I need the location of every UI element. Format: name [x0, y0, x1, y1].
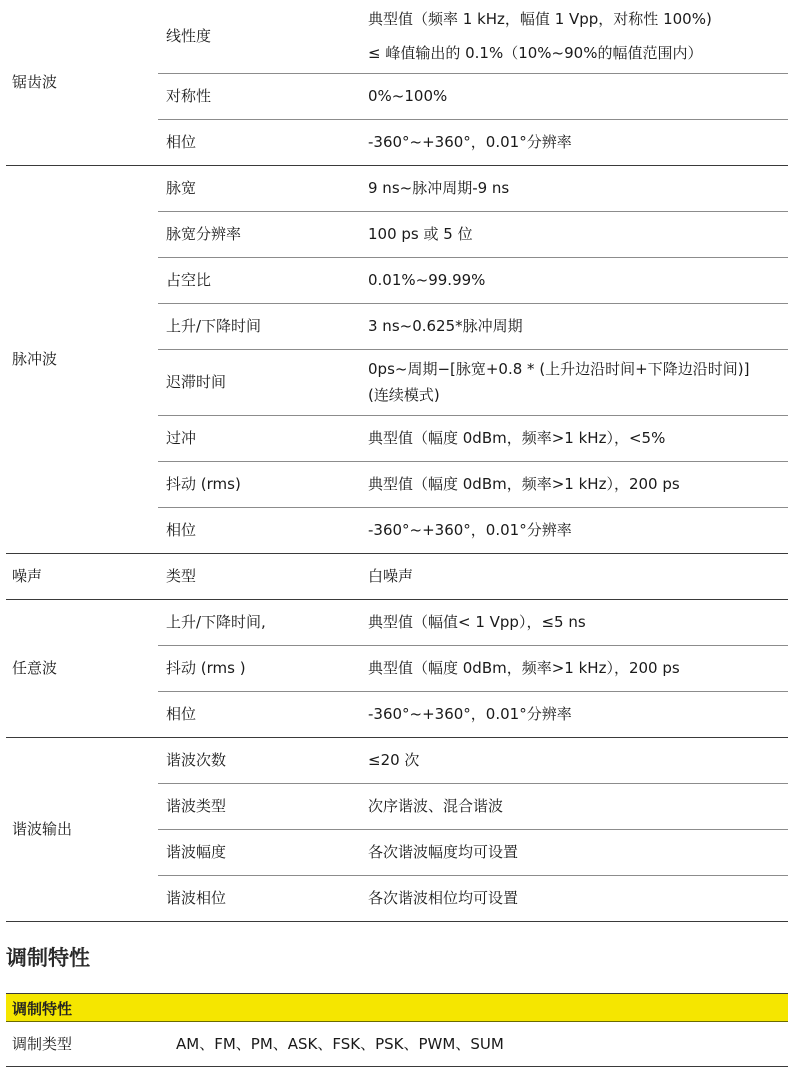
- param-value: [360, 691, 788, 737]
- param-value-line: 典型值（幅值< 1 Vpp），≤5 ns: [368, 613, 586, 631]
- modulation-type-label: 调制类型: [12, 1035, 73, 1053]
- param-value: [360, 461, 788, 507]
- modulation-type-value: AM、FM、PM、ASK、FSK、PSK、PWM、SUM: [176, 1035, 504, 1053]
- param-value-line: 各次谐波幅度均可设置: [368, 843, 519, 861]
- param-value: [360, 349, 788, 415]
- param-name: 谐波类型: [158, 783, 360, 829]
- modulation-table-header: [6, 993, 788, 1022]
- param-value: [360, 599, 788, 645]
- param-value: [360, 73, 788, 119]
- param-name: 上升/下降时间: [158, 303, 360, 349]
- param-value: [360, 0, 788, 73]
- group-label: 脉冲波: [6, 165, 158, 553]
- param-name: 相位: [158, 691, 360, 737]
- modulation-header-label: 调制特性: [12, 1000, 73, 1018]
- param-value-line: -360°~+360°，0.01°分辨率: [368, 705, 572, 723]
- param-value-line: 典型值（幅度 0dBm，频率>1 kHz），<5%: [368, 429, 666, 447]
- param-value: [360, 119, 788, 165]
- table-row: [6, 553, 788, 599]
- param-value-line: 100 ps 或 5 位: [368, 225, 473, 243]
- param-value-line: 典型值（频率 1 kHz，幅值 1 Vpp，对称性 100%): [368, 10, 712, 29]
- param-value-line: ≤20 次: [368, 751, 420, 769]
- group-label: 噪声: [6, 553, 158, 599]
- param-value-line: -360°~+360°，0.01°分辨率: [368, 521, 572, 539]
- param-value-line: (连续模式): [368, 386, 440, 404]
- param-value-line: 白噪声: [368, 567, 414, 585]
- group-label: 谐波输出: [6, 737, 158, 921]
- param-value-line: -360°~+360°，0.01°分辨率: [368, 133, 572, 151]
- param-value: [360, 303, 788, 349]
- param-value: [360, 645, 788, 691]
- param-name: 上升/下降时间,: [158, 599, 360, 645]
- param-name: 谐波次数: [158, 737, 360, 783]
- param-value: [360, 553, 788, 599]
- param-value-line: 0.01%~99.99%: [368, 271, 486, 289]
- param-value-line: 典型值（幅度 0dBm，频率>1 kHz），200 ps: [368, 659, 680, 677]
- table-row: [6, 0, 788, 73]
- param-name: 线性度: [158, 0, 360, 73]
- param-value: [360, 257, 788, 303]
- param-name: 类型: [158, 553, 360, 599]
- param-name: 脉宽: [158, 165, 360, 211]
- spec-table: [6, 0, 788, 922]
- spec-table-body: [6, 0, 788, 921]
- table-row: [6, 165, 788, 211]
- param-name: 迟滞时间: [158, 349, 360, 415]
- param-value: [360, 507, 788, 553]
- param-name: 相位: [158, 119, 360, 165]
- param-value-line: 典型值（幅度 0dBm，频率>1 kHz），200 ps: [368, 475, 680, 493]
- param-value: [360, 165, 788, 211]
- param-name: 脉宽分辨率: [158, 211, 360, 257]
- param-value-line: ≤ 峰值输出的 0.1%（10%~90%的幅值范围内）: [368, 44, 703, 63]
- param-value: [360, 783, 788, 829]
- param-value: [360, 875, 788, 921]
- param-name: 谐波相位: [158, 875, 360, 921]
- param-value-line: 9 ns~脉冲周期-9 ns: [368, 179, 510, 197]
- param-name: 占空比: [158, 257, 360, 303]
- param-name: 谐波幅度: [158, 829, 360, 875]
- group-label: 锯齿波: [6, 0, 158, 165]
- param-value: [360, 829, 788, 875]
- table-row: [6, 599, 788, 645]
- param-value-line: 3 ns~0.625*脉冲周期: [368, 317, 523, 335]
- param-value-line: 各次谐波相位均可设置: [368, 889, 519, 907]
- modulation-type-row: [6, 1022, 788, 1067]
- param-value: [360, 211, 788, 257]
- param-value-line: 0%~100%: [368, 87, 448, 105]
- param-value: [360, 415, 788, 461]
- param-name: 抖动 (rms ): [158, 645, 360, 691]
- param-name: 抖动 (rms): [158, 461, 360, 507]
- param-value: [360, 737, 788, 783]
- table-row: [6, 737, 788, 783]
- param-value-line: 0ps~周期−[脉宽+0.8 * (上升边沿时间+下降边沿时间)]: [368, 360, 750, 378]
- param-name: 过冲: [158, 415, 360, 461]
- param-name: 相位: [158, 507, 360, 553]
- section-title: 调制特性: [6, 946, 90, 970]
- param-name: 对称性: [158, 73, 360, 119]
- param-value-line: 次序谐波、混合谐波: [368, 797, 504, 815]
- group-label: 任意波: [6, 599, 158, 737]
